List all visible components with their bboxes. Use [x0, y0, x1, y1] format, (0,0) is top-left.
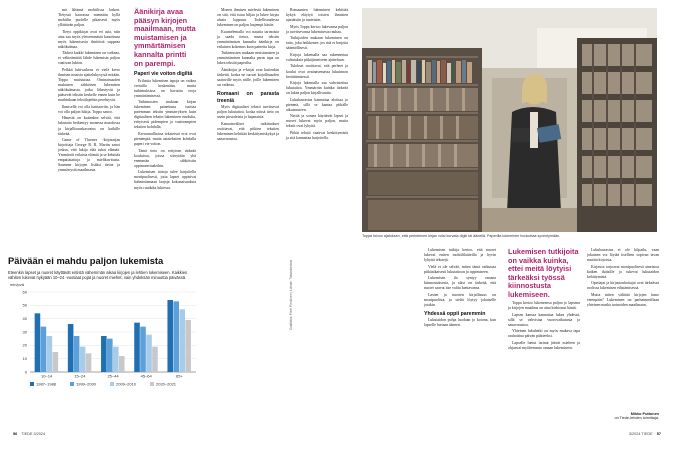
subhead: Paperi vie voiton digiltä: [134, 71, 193, 78]
paragraph: Lapselle luetut tarinat jäävät mieleen ja ohjaavat myöhemmin omaan lukemiseen.: [508, 340, 580, 350]
author-name: Mikko Puttonen: [630, 412, 659, 416]
woman-in-library-image: [362, 8, 657, 232]
y-tick-label: 60: [22, 289, 27, 295]
footer-left: [10, 432, 45, 436]
y-tick-label: 20: [22, 342, 27, 348]
paragraph: Tämä tieto on erityisen tärkeää kouluissa, joissa siirrytään yhä enemmän sähköisiin oppimateriaaleihin.: [134, 148, 196, 168]
paragraph: Game of Thrones -kirjasarjan kirjoittaja George R. R. Martin sanoi joskus, että lukija elää tuhat elämää. Ymmärrät erilaisia elämiä ja se kehittää empatiataitoja ja mielikuvitusta. Saamme kirjojen lisäksi tietoa ja ymmärrystä maailmasta.: [58, 138, 120, 173]
y-tick-label: 40: [22, 315, 27, 321]
column-body: [217, 105, 279, 142]
bar: [86, 353, 92, 372]
bar: [167, 300, 173, 372]
paragraph: Mutta miten välittää kirjojen lumo eteenpäin? Lukeminen on parhaimmillaan yhteinen matka tarinoiden maailmaan.: [587, 292, 659, 307]
bar: [179, 309, 185, 372]
column-body: [424, 248, 496, 308]
bar: [152, 347, 158, 372]
column-body: [217, 8, 279, 88]
paragraph: Monen ihmisen mielestä lukeminen on sitä, että istuu hiljaa ja lukee kirjaa alusta loppuun. Todellisuudessa lukeminen on paljon laajempi käsite.: [217, 8, 279, 28]
paragraph: Kirjoja lukemalla saa rakennettua valmiuksia pitkäjänteiseen ajatteluun.: [286, 52, 348, 62]
article-column-6: [508, 248, 580, 352]
article-column-1: [58, 8, 120, 175]
bar: [173, 301, 179, 372]
paragraph: Opettajat ja kirjastonhoitajat ovat tärkeässä roolissa lukemisen edistämisessä.: [587, 281, 659, 291]
paragraph: Hänestä on kuitenkin selvää, että lukutaito heikentyy monessa muodossa ja kirjallisuuskasvatus on kaikille tärkeää.: [58, 116, 120, 136]
reading-time-bar-chart: [8, 280, 208, 400]
paragraph: Lasten ja nuorten kirjallisuus on monipuolista, ja sieltä löytyy jokaiselle jotakin.: [424, 292, 496, 307]
bar: [140, 327, 146, 372]
paragraph: Nettiä ja somea käyttävät lapset ja nuoret lukevat myös paljon, mutta tekstit ovat lyhyitä.: [286, 114, 348, 129]
author-byline: [587, 412, 659, 420]
bar: [53, 352, 59, 372]
paragraph: Ihmisellä voi olla haittaaviin, ja hän voi olla paljon lukija. Toppa sanoo.: [58, 104, 120, 114]
bar: [80, 347, 86, 372]
paragraph: Myös digitaaliset tekstit tarvitsevat paljon lukutaitoa, koska niissä tieto on usein pirstaleista ja hajanaista.: [217, 105, 279, 120]
column-body: [424, 318, 496, 328]
bar: [74, 336, 80, 372]
bar: [107, 339, 113, 372]
y-tick-label: 50: [22, 302, 27, 308]
article-column-4: [286, 8, 348, 143]
article-column-3: [217, 8, 279, 143]
paragraph: Tärkeä kaikki lukeminen on vaikeaa, ei vältteämättä lähde lukemista paljon vaativan lukion.: [58, 51, 120, 66]
paragraph: Erilaisia lukemisen tapoja on vaikea vertailla keskenään, mutta tutkimuksissa on havaittu eroja ymmärtämisessä.: [134, 78, 196, 98]
legend-label: 2020–2021: [156, 381, 177, 387]
legend-swatch: [150, 382, 154, 386]
paragraph: mä lähinnä mobiilissa lasken. Tietyssä kaavassa mennään kyllä mobiilin puolelle pikaisesti myös yllättävän paljon.: [58, 8, 120, 28]
bar: [146, 335, 152, 372]
page-number: 56: [13, 432, 18, 436]
x-tick-label: 10–14: [41, 373, 53, 379]
legend-label: 2009–2010: [116, 381, 137, 387]
paragraph: Lukemisen tutkija kertoo, että nuoret lukevat eniten mobiililaitteilla ja hyvin lyhyitä tekstejä.: [424, 248, 496, 263]
paragraph: Kirjastot tarjoavat monipuolisesti aineistoa kaiken ikäisille ja tukevat lukutaidon kehittymistä.: [587, 264, 659, 279]
y-tick-label: 10: [22, 355, 27, 361]
column-body: [134, 79, 196, 191]
bar: [101, 336, 107, 372]
paragraph: Äänikirjat ja e-kirjat ovat kuitenkin tärkeitä, koska ne tuovat kirjallisuuden saataville myös niille, joille lukeminen on vaikeaa.: [217, 68, 279, 88]
photo-caption: Toppa toivoo ajatuksen, että perinteinen kirjan voisi korvata digiti tai äänellä. Paperilla lukeminen houkuttaa syventymään.: [362, 234, 561, 238]
author-role: on Tiede-lehden toimittaja.: [614, 416, 659, 420]
bar: [47, 336, 53, 372]
bar: [113, 347, 119, 372]
footer-right: [629, 432, 664, 436]
x-tick-label: 65+: [176, 373, 183, 379]
issue-number: 3/2024: [33, 432, 46, 436]
paragraph: Toppa kertoo lukeneensa paljon jo lapsena ja kirjojen maailma on aina kiehtonut häntä.: [508, 301, 580, 311]
y-tick-label: 0: [24, 369, 27, 375]
legend-swatch: [30, 382, 34, 386]
paragraph: Kuuntelemalla voi nauttia tarinoista ja saada tietoa, mutta tekstin ymmärtämisen kannalta äänikirja on erilainen kokemus kuin painettu kirja.: [217, 29, 279, 49]
legend-label: 1987–1988: [36, 381, 57, 387]
paragraph: Vielä ei ole selvää, miten tämä vaikuttaa pitkäaikaisesti lukutaitoon ja oppimiseen.: [424, 264, 496, 274]
page-number: 57: [656, 432, 661, 436]
paragraph: Lukuharrastus kannattaa aloittaa jo pienenä, sillä se kantaa pitkälle aikuisuuteen.: [286, 97, 348, 112]
paragraph: Romaanien lukeminen kehittää kykyä eläytyä toisten ihmisten ajatuksiin ja tunteisiin.: [286, 8, 348, 23]
magazine-name: TIEDE: [21, 432, 33, 436]
paragraph: Tutkimusten mukaan kirjan lukeminen painettuna tuottaa paremman tekstin ymmärryksen kuin digitaalisen tekstin lukeminen ruudulta, erityisesti pidempien ja vaativampien tekstien kohdalla.: [134, 100, 196, 130]
x-tick-label: 25–44: [107, 373, 119, 379]
paragraph: Lukemisen ilo syntyy omasta kiinnostuksesta, ja siksi on tärkeää, että nuoret saavat itse valita luettavansa.: [424, 276, 496, 291]
pull-quote: Lukemisen tutkijoita on vaikka kuinka, ettei meitä löytyisi tärkeäksi työssä kiinnostusta lukemiseen.: [508, 247, 579, 299]
chart-section: [8, 256, 198, 405]
legend-label: 1999–2000: [76, 381, 97, 387]
paragraph: Pelkkä lukivaikeus ei vielä kerro ihmisen muusta ajattelukyvystä mitään. Toppa muistuttaa. Ominaisuuden mukaisen sähköisen lukemisen näkökulmasta, jotka lähestyvät ja pääsevät tekstin keskelle ennen kuin he muihinkaan tekstilajeihin perehtyvät.: [58, 68, 120, 103]
paragraph: Myös Toppa kertoo lukevansa paljon ja tarvitsevansa lukemisesta rauhaa.: [286, 24, 348, 34]
library-photo: [362, 8, 657, 232]
bar: [41, 327, 47, 372]
paragraph: Kansainväliset tutkimukset osoittavat, että pitkien tekstien lukeminen kehittää keskittymiskykyä ja sanavarastoa.: [217, 121, 279, 141]
article-column-2: [134, 8, 196, 192]
bar: [134, 323, 140, 372]
paragraph: Tutkimusten mukaan muistamisen ja ymmärtämisen kannalta paras tapa on lukea tekstiä paperilta.: [217, 51, 279, 66]
bar: [35, 313, 41, 372]
graphics-credit: Grafiikka: Piein Pirskinen | Lähde: Tilastokeskus: [289, 259, 293, 330]
x-tick-label: 15–24: [74, 373, 86, 379]
issue-number: 3/2024: [628, 432, 641, 436]
paragraph: Tutkijoiden mukaan lukeminen on taito, joka heikkenee, jos sitä ei harjoita säännöllisesti.: [286, 36, 348, 51]
chart-title: Päivään ei mahdu paljon lukemista: [8, 255, 164, 266]
paragraph: Pitkät tekstit vaativat keskittymistä ja sitä kannattaa harjoitella.: [286, 131, 348, 141]
paragraph: Lukemisen taitoja tulee harjoitella monipuolisesti, jotta lapset oppisivat hahmottamaan laajoja kokonaisuuksia myös ruudulta lukiessa.: [134, 170, 196, 190]
article-column-7: [587, 248, 659, 310]
y-axis-label: min/pvä: [10, 281, 25, 287]
magazine-name: TIEDE: [641, 432, 653, 436]
legend-swatch: [70, 382, 74, 386]
paragraph: Tulokset osoittavat, että perheet ja koulut ovat avainasemassa lukuinnon herättämisessä.: [286, 64, 348, 79]
paragraph: Kerronnallisissa teksteissä erot ovat pienempiä, mutta asiatekstien kohdalla paperi vie voiton.: [134, 132, 196, 147]
y-tick-label: 30: [22, 329, 27, 335]
pull-quote: Äänikirja avaa pääsyn kirjojen maailmaan, mutta muistamisen ja ymmärtämisen kannalta printti on parempi.: [134, 7, 196, 68]
legend-swatch: [110, 382, 114, 386]
chart-intro: Eteenkin lapset ja nuoret käyttävät entistä vähemmän aikaa kirjojen ja lehtien lukemiseen. Kaikkien vähiten lukevat nykyään 10–24 -vuotiaat pojat ja nuoret miehet, vain yhdeksän minuuttia päivässä.: [8, 269, 188, 280]
bar: [119, 356, 125, 372]
paragraph: Lukutaidon pohja luodaan jo kotona, kun lapselle luetaan ääneen.: [424, 318, 496, 328]
column-body: [508, 301, 580, 351]
x-tick-label: 45–64: [140, 373, 152, 379]
bar: [185, 320, 191, 372]
paragraph: Tietyt oppikirjat ovat eri asia, niin aina saa myös yleisemmästä katsottuna myös lukemisesta ilmiöistä suppeaa näkökulmaa.: [58, 29, 120, 49]
paragraph: Yhteinen lukuhetki on myös mukava tapa rauhoittua päivän päätteeksi.: [508, 329, 580, 339]
subhead: Romaani on parasta treeniä: [217, 91, 279, 104]
subhead: Yhdessä oppii paremmin: [424, 311, 486, 318]
bar: [68, 324, 74, 372]
paragraph: Kirjoja lukemalla saa vahvistettua lukutaitoa. Ymmärrän kuinka tärkeää on lukea paljon kirjallisuutta.: [286, 81, 348, 96]
paragraph: Lukuharrastus ei ole kilpailu, vaan jokainen voi löytää itselleen sopivan tavan nauttia kirjoista.: [587, 248, 659, 263]
paragraph: Lapsen kanssa kannattaa lukea yhdessä, sillä se vahvistaa vuorovaikutusta ja sanavarastoa.: [508, 312, 580, 327]
article-column-5: [424, 248, 496, 330]
